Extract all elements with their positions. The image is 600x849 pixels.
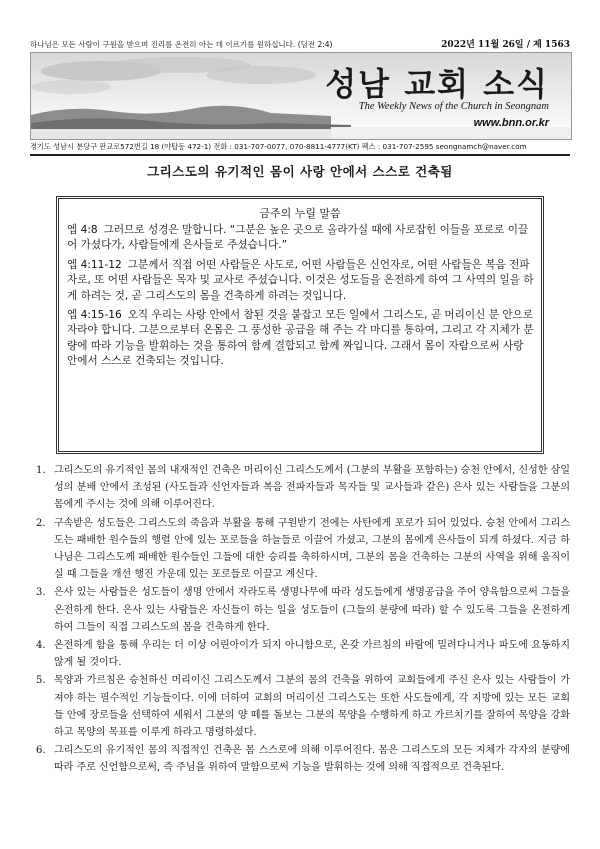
scripture-verse — [65, 258, 535, 304]
verse-reference: 엡 4:8 — [67, 224, 98, 236]
list-item — [30, 672, 570, 741]
verse-text: 그분께서 직접 어떤 사람들은 사도로, 어떤 사람들은 신언자로, 어떤 사람들은 복음 전파자로, 또 어떤 사람들은 목자 및 교사로 주셨습니다. 이것은 성도들을 온전하게 하여 그 사역의 일을 하게 하려는 것, 곧 그리스도의 몸을 건축하게 하려는 것입니다. — [67, 258, 534, 302]
item-text: 그리스도의 유기적인 몸의 직접적인 건축은 몸 스스로에 의해 이루어진다. 몸은 그리스도의 모든 지체가 각자의 분량에 따라 주로 신언함으로써, 즉 주님을 위하여 말함으로써 기능을 발휘하는 것에 의해 직접적으로 건축된다. — [54, 745, 570, 774]
headline: 그리스도의 유기적인 몸이 사랑 안에서 스스로 건축됨 — [147, 164, 453, 179]
item-text: 구속받은 성도들은 그리스도의 죽음과 부활을 통해 구원받기 전에는 사탄에게 포로가 되어 있었다. 승천 안에서 그리스도는 패배한 원수들의 행렬 안에 있는 포로들을 하늘들로 이끌어 가셨고, 그분의 몸에게 은사들이 되게 하셨다. 지금 하나님은 그리스도께 패배한 원수들인 그들에 대한 승리를 축하하시며, 그분의 몸을 건축하는 그분의 사역을 위해 움직이실 때 그들을 개선 행진 가운데 있는 포로들로 이끌고 계신다. — [54, 517, 570, 581]
list-item — [30, 462, 570, 514]
list-item — [30, 637, 570, 671]
verse-text: 그러므로 성경은 말합니다. “그분은 높은 곳으로 올라가실 때에 사로잡힌 이들을 포로로 이끌어 가셨다가, 사람들에게 은사들로 주셨습니다.” — [67, 224, 529, 252]
scripture-verse — [65, 223, 535, 254]
item-text: 은사 있는 사람들은 성도들이 생명 안에서 자라도록 생명나무에 따라 성도들에게 생명공급을 주어 양육함으로써 그들을 온전하게 한다. 은사 있는 사람들은 자신들이 하는 일을 성도들이 (그들의 분량에 따라) 할 수 있도록 그들을 온전하게 하여 그들이 직접 그리스도의 몸을 건축하게 한다. — [54, 587, 570, 633]
header-verse: 하나님은 모든 사람이 구원을 받으며 진리를 온전히 아는 데 이르기를 원하십니다. (딤전 2:4) — [30, 40, 333, 49]
verse-reference: 엡 4:15-16 — [67, 309, 122, 322]
newsletter-title: 성남 교회 소식 — [325, 65, 549, 103]
item-number: 2. — [36, 517, 46, 529]
scripture-heading: 금주의 누릴 말씀 — [259, 207, 341, 220]
verse-reference: 엡 4:11-12 — [67, 258, 122, 271]
item-number: 6. — [36, 745, 46, 757]
main-points-list — [30, 462, 570, 778]
item-text: 목양과 가르침은 승천하신 머리이신 그리스도께서 그분의 몸의 건축을 위하여 교회들에게 주신 은사 있는 사람들이 가져야 하는 필수적인 기능들이다. 이에 더하여 교회의 머리이신 그리스도는 또한 사도들에게, 각 지방에 있는 모든 교회들 안에 장로들을 선택하여 세워서 그분의 양 떼를 돌보는 그분의 목양을 수행하게 하고 가르치기를 잘하여 목양을 강화하고 목양의 목표를 이루게 하라고 명령하셨다. — [54, 675, 570, 739]
newsletter-subtitle: The Weekly News of the Church in Seongnam — [358, 101, 549, 112]
item-number: 1. — [36, 465, 46, 476]
contact-address: 경기도 성남시 분당구 판교로572번길 18 (야탑동 472-1) 전화 : 031-707-0077, 070-8811-4777(KT) 팩스 : 031-707-2595 seongnamch@naver.com — [30, 142, 570, 156]
scripture-verse — [65, 308, 535, 370]
list-item — [30, 515, 570, 584]
masthead-banner — [30, 52, 572, 140]
item-number: 5. — [36, 675, 46, 687]
issue-date-number: 2022년 11월 26일 / 제 1563 — [441, 40, 570, 50]
item-number: 3. — [36, 587, 46, 599]
item-text: 그리스도의 유기적인 몸의 내재적인 건축은 머리이신 그리스도께서 (그분의 부활을 포함하는) 승천 안에서, 신성한 삼일성의 분배 안에서 조성된 (사도들과 신언자들과 복음 전파자들과 목자들 및 교사들과 같은) 은사 있는 사람들을 그분의 몸에게 주시는 것에 의해 이루어진다. — [54, 465, 570, 511]
website-link[interactable]: www.bnn.or.kr — [473, 117, 549, 129]
top-info-line — [30, 40, 570, 50]
list-item — [30, 584, 570, 636]
list-item — [30, 742, 570, 776]
item-number: 4. — [36, 640, 46, 652]
verse-text: 오직 우리는 사랑 안에서 참된 것을 붙잡고 모든 일에서 그리스도, 곧 머리이신 분 안으로 자라야 합니다. 그분으로부터 온몸은 그 풍성한 공급을 해 주는 각 마디를 통하여, 그리고 각 지체가 분량에 따라 기능을 발휘하는 것을 통하여 함께 결합되고 함께 짜입니다. 그래서 몸이 자람으로써 사랑 안에서 스스로 건축되는 것입니다. — [67, 309, 534, 368]
scripture-box — [56, 196, 544, 454]
item-text: 온전하게 함을 통해 우리는 더 이상 어린아이가 되지 아니함으로, 온갖 가르침의 바람에 밀려다니거나 파도에 요동하지 않게 될 것이다. — [54, 640, 570, 669]
